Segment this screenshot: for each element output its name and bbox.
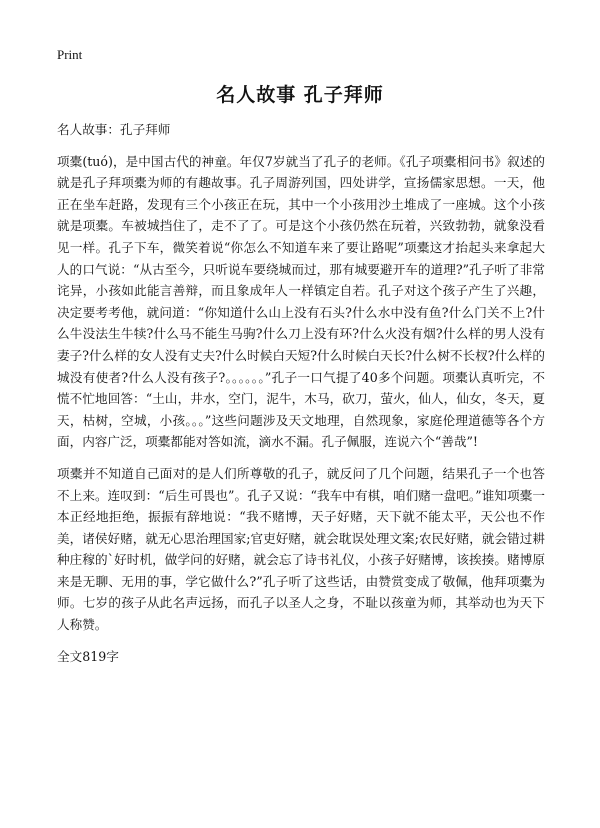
article-title: 名人故事 孔子拜师 <box>216 84 384 106</box>
paragraph-2: 项橐并不知道自己面对的是人们所尊敬的孔子，就反问了几个问题，结果孔子一个也答不上来。连叹到：“后生可畏也”。孔子又说：“我车中有棋，咱们赌一盘吧。”谁知项橐一本正经地拒绝，振振有辞地说：“我不赌博，天子好赌，天下就不能太平，天公也不作美，诸侯好赌，就无心思治理国家;官吏好赌，就会耽误处理文案;农民好赌，就会错过耕种庄稼的`好时机，做学问的好赌，就会忘了诗书礼仪，小孩子好赌博，该挨揍。赌博原来是无聊、无用的事，学它做什么?”孔子听了这些话，由赞赏变成了敬佩，他拜项橐为师。七岁的孩子从此名声远扬，而孔子以圣人之身，不耻以孩童为师，其举动也为天下人称赞。 <box>57 465 545 633</box>
paragraph-1: 项橐(tuó)，是中国古代的神童。年仅7岁就当了孔子的老师。《孔子项橐相问书》叙述的就是孔子拜项橐为师的有趣故事。孔子周游列国，四处讲学，宣扬儒家思想。一天，他正在坐车赶路，发现有三个小孩正在玩，其中一个小孩用沙土堆成了一座城。这个小孩就是项橐。车被城挡住了，走不了了。可是这个小孩仍然在玩着，兴致勃勃，就象没看见一样。孔子下车，微笑着说“你怎么不知道车来了要让路呢”项橐这才抬起头来拿起大人的口气说：“从古至今，只听说车要绕城而过，那有城要避开车的道理?”孔子听了非常诧异，小孩如此能言善辩，而且象成年人一样镇定自若。孔子对这个孩子产生了兴趣，决定要考考他，就问道：“你知道什么山上没有石头?什么水中没有鱼?什么门关不上?什么牛没法生牛犊?什么马不能生马驹?什么刀上没有环?什么火没有烟?什么样的男人没有妻子?什么样的女人没有丈夫?什么时候白天短?什么时候白天长?什么树不长杈?什么样的城没有使者?什么人没有孩子?。。。。。。”孔子一口气提了40多个问题。项橐认真听完，不慌不忙地回答：“土山，井水，空门，泥牛，木马，砍刀，萤火，仙人，仙女，冬天，夏天，枯树，空城，小孩。。。”这些问题涉及天文地理，自然现象，家庭伦理道德等各个方面，内容广泛，项橐都能对答如流，滴水不漏。孔子佩服，连说六个“善哉”! <box>57 153 545 450</box>
article-subtitle: 名人故事：孔子拜师 <box>57 122 171 137</box>
word-count: 全文819字 <box>57 648 119 664</box>
article-body <box>57 119 545 680</box>
print-link[interactable]: Print <box>57 47 83 62</box>
